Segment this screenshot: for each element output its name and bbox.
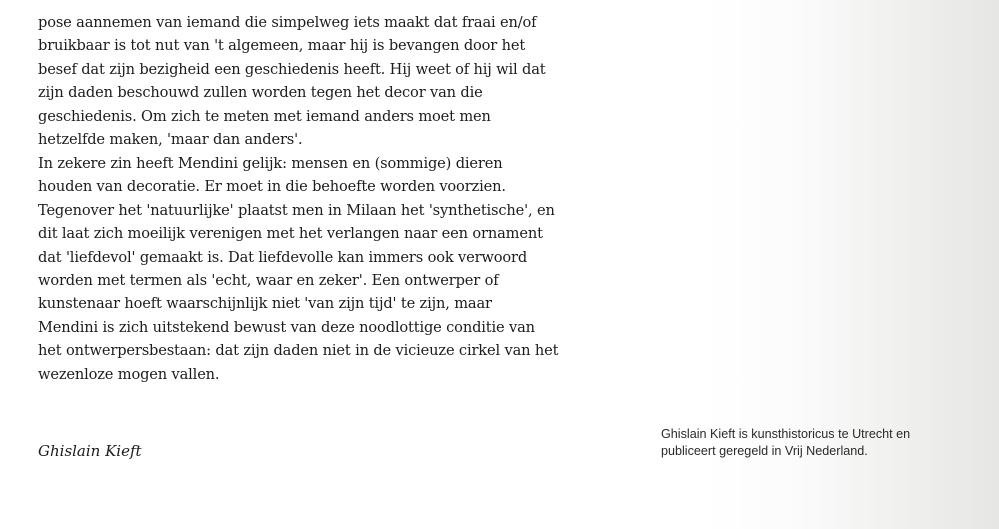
article-line: worden met termen als 'echt, waar en zeker'. Een ontwerper of	[38, 271, 499, 289]
article-line: bruikbaar is tot nut van 't algemeen, maar hij is bevangen door het	[38, 37, 526, 55]
article-line: dat 'liefdevol' gemaakt is. Dat liefdevolle kan immers ook verwoord	[38, 248, 528, 266]
article-line: geschiedenis. Om zich te meten met iemand anders moet men	[38, 107, 491, 125]
article-line: wezenloze mogen vallen.	[38, 365, 220, 383]
author-bio-line: publiceert geregeld in Vrij Nederland.	[661, 444, 868, 458]
article-line: het ontwerpersbestaan: dat zijn daden niet in de vicieuze cirkel van het	[38, 342, 559, 360]
article-line: houden van decoratie. Er moet in die behoefte worden voorzien.	[38, 178, 506, 196]
author-bio-line: Ghislain Kieft is kunsthistoricus te Utrecht en	[661, 427, 911, 441]
article-line: hetzelfde maken, 'maar dan anders'.	[38, 131, 303, 149]
article-line: zijn daden beschouwd zullen worden tegen het decor van die	[38, 84, 483, 102]
article-line: dit laat zich moeilijk verenigen met het verlangen naar een ornament	[38, 225, 543, 243]
article-line: besef dat zijn bezigheid een geschiedenis heeft. Hij weet of hij wil dat	[38, 60, 546, 78]
article-body	[38, 11, 638, 386]
author-signature: Ghislain Kieft	[38, 442, 142, 460]
article-line: Mendini is zich uitstekend bewust van deze noodlottige conditie van	[38, 318, 535, 336]
article-line: In zekere zin heeft Mendini gelijk: mensen en (sommige) dieren	[38, 154, 503, 172]
article-line: pose aannemen van iemand die simpelweg iets maakt dat fraai en/of	[38, 14, 537, 31]
article-line: kunstenaar hoeft waarschijnlijk niet 'van zijn tijd' te zijn, maar	[38, 295, 492, 313]
article-line: Tegenover het 'natuurlijke' plaatst men in Milaan het 'synthetische', en	[38, 201, 555, 219]
author-bio	[661, 426, 981, 460]
